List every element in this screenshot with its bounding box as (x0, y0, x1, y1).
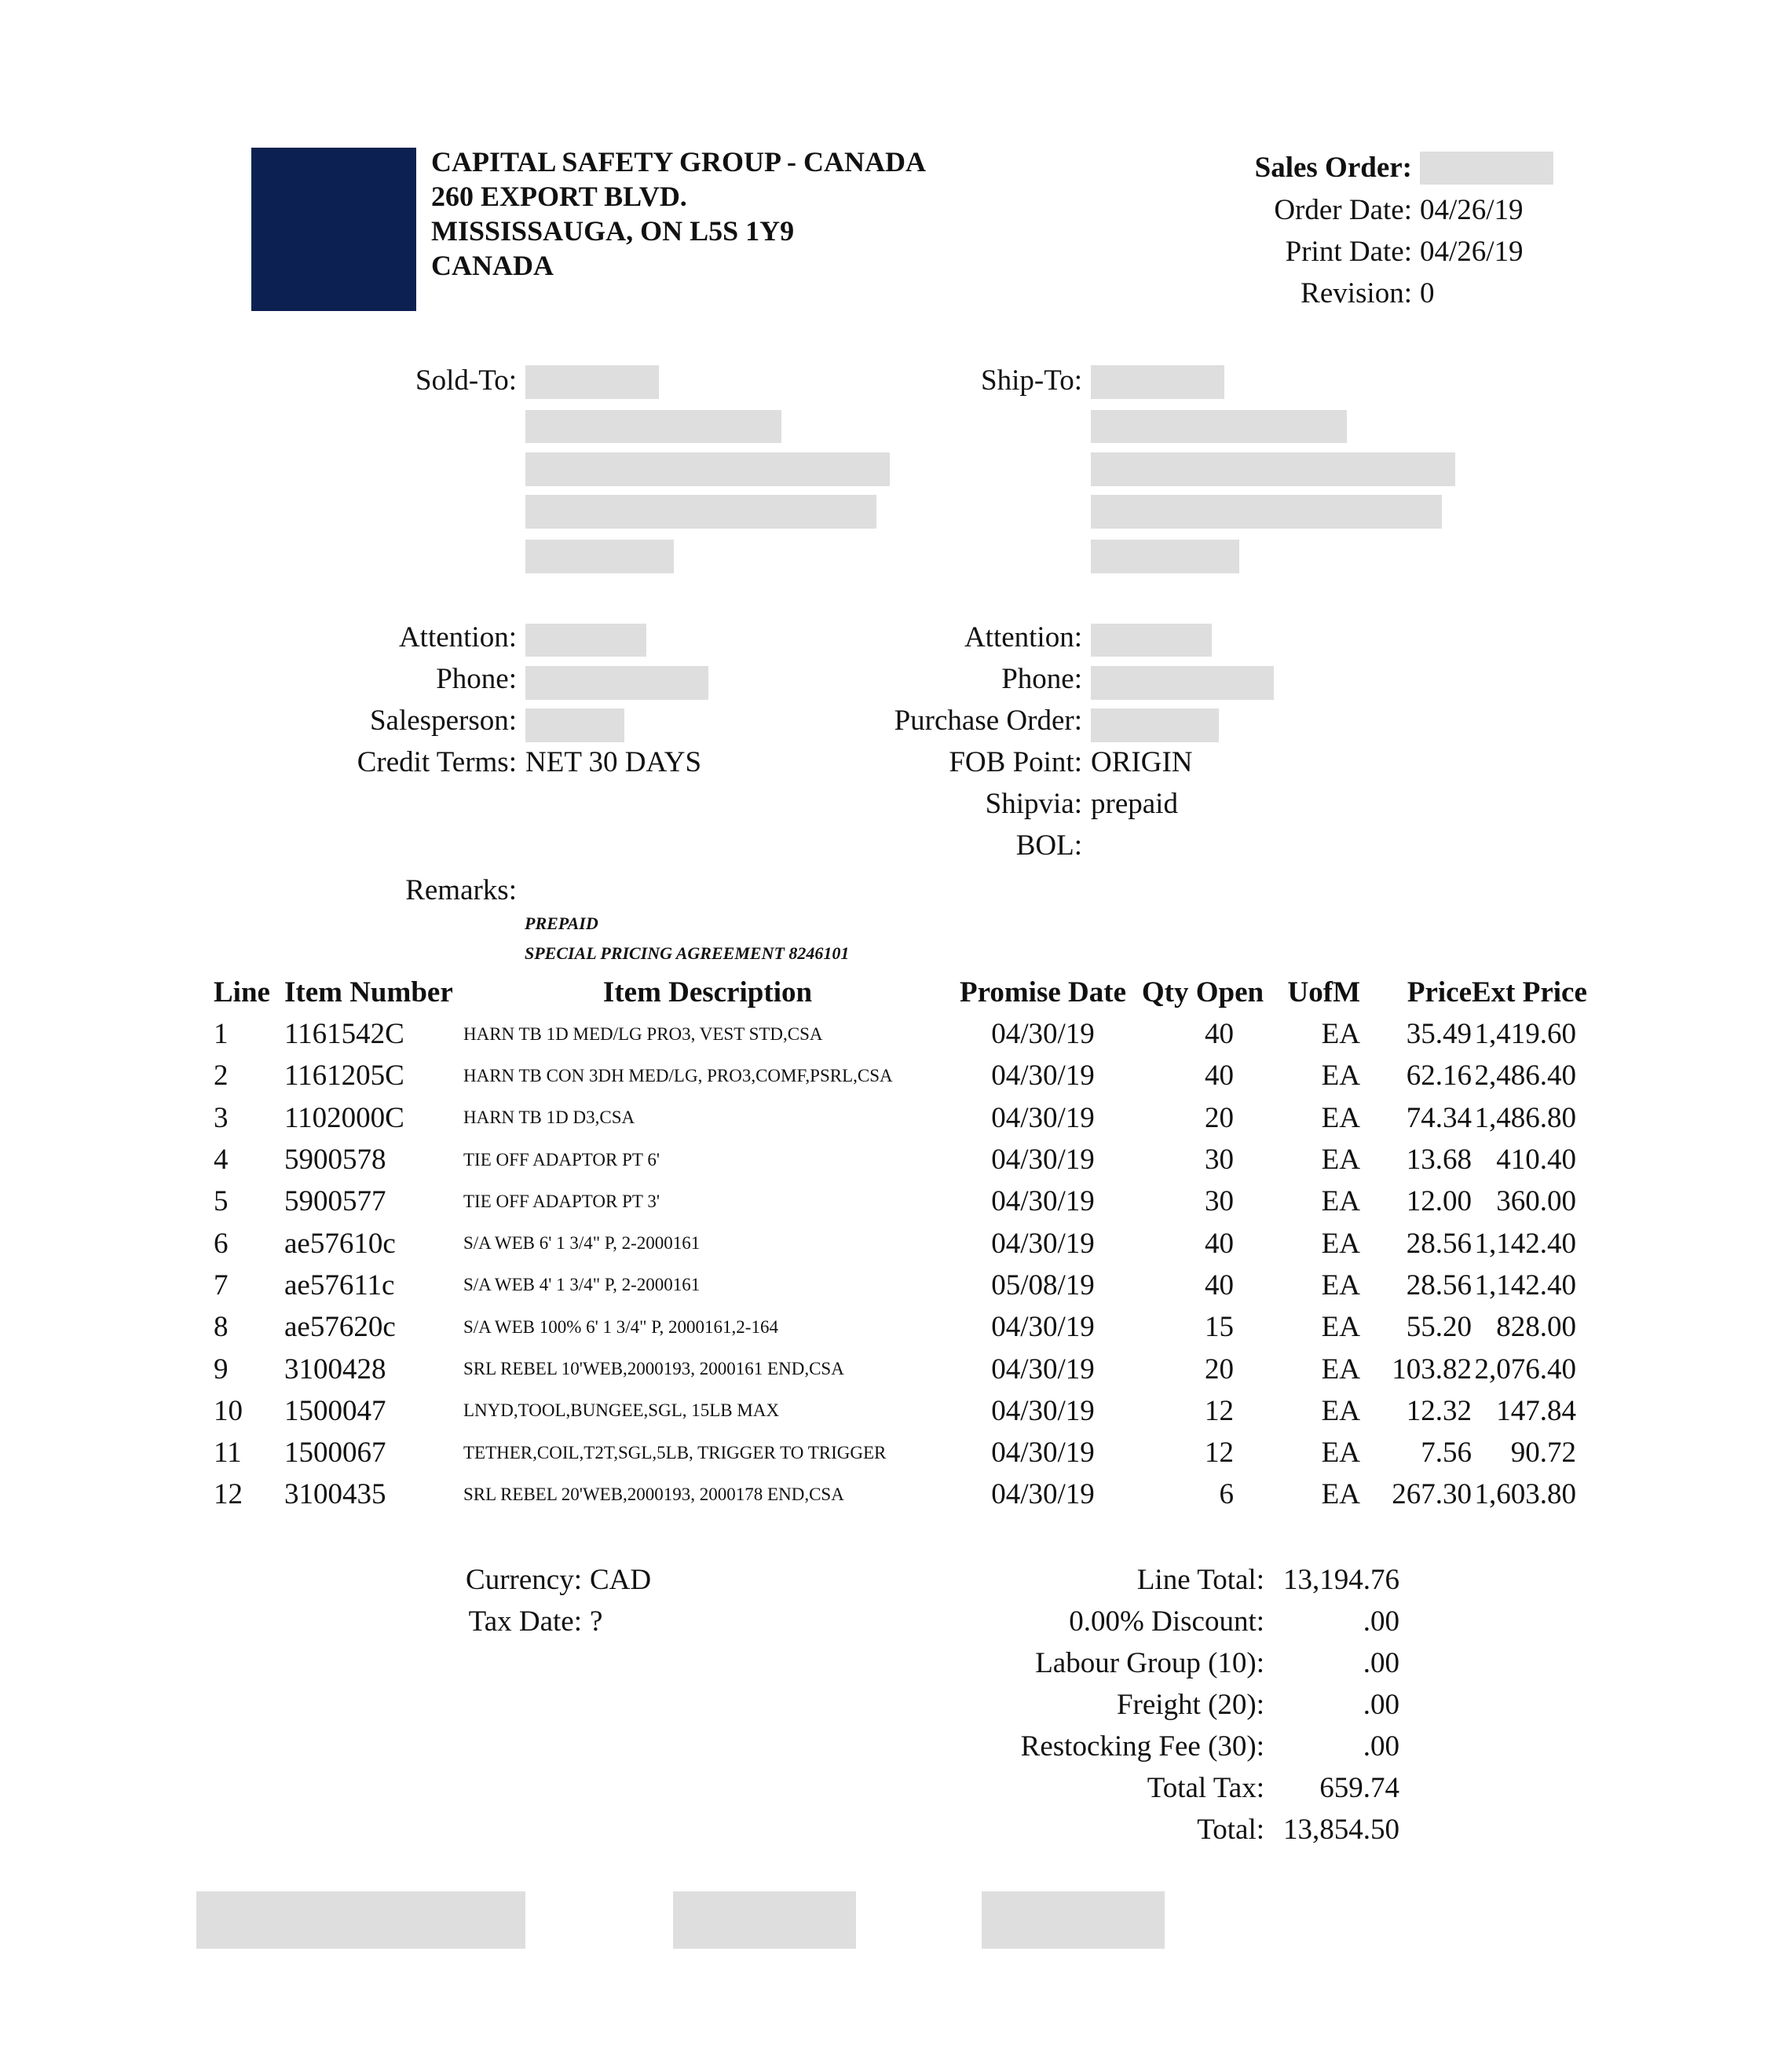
cell-price: 74.34 (1406, 1101, 1472, 1134)
cell-item-description: S/A WEB 100% 6' 1 3/4" P, 2000161,2-164 (463, 1316, 778, 1337)
cell-uofm: EA (1321, 1227, 1360, 1260)
cell-line: 1 (214, 1018, 229, 1051)
remarks-label: Remarks: (405, 874, 517, 906)
grand-total-label: Total: (1197, 1814, 1264, 1846)
cell-uofm: EA (1321, 1144, 1360, 1177)
phone-label: Phone: (436, 663, 517, 695)
cell-item-description: SRL REBEL 20'WEB,2000193, 2000178 END,CSA (463, 1484, 844, 1504)
cell-ext-price: 1,142.40 (1474, 1227, 1576, 1260)
ship-phone-redacted (1091, 666, 1274, 700)
ship-attention-label: Attention: (964, 621, 1082, 653)
cell-price: 28.56 (1406, 1227, 1472, 1260)
footer-redacted-1 (196, 1891, 525, 1949)
table-row (214, 1055, 1576, 1096)
cell-ext-price: 2,486.40 (1474, 1060, 1576, 1093)
sold-to-redacted-2 (525, 410, 781, 443)
cell-qty-open: 40 (1205, 1060, 1234, 1093)
cell-price: 103.82 (1392, 1353, 1472, 1386)
cell-promise-date: 04/30/19 (991, 1101, 1095, 1134)
cell-item-description: TIE OFF ADAPTOR PT 6' (463, 1149, 660, 1170)
line-total-label: Line Total: (1136, 1564, 1264, 1596)
col-header-item-description: Item Description (602, 976, 813, 1009)
currency-label: Currency: (466, 1564, 582, 1596)
order-date-label: Order Date: (1274, 194, 1412, 226)
company-country: CANADA (431, 250, 554, 281)
revision-label: Revision: (1301, 277, 1412, 309)
cell-line: 12 (214, 1478, 243, 1511)
cell-qty-open: 12 (1205, 1437, 1234, 1470)
cell-item-number: ae57610c (284, 1227, 396, 1260)
table-row (214, 1013, 1576, 1055)
cell-qty-open: 15 (1205, 1311, 1234, 1344)
cell-uofm: EA (1321, 1437, 1360, 1470)
sold-to-redacted-1 (525, 365, 659, 399)
col-header-qty-open: Qty Open (1141, 976, 1264, 1009)
cell-line: 7 (214, 1268, 229, 1301)
cell-ext-price: 1,486.80 (1474, 1101, 1576, 1134)
cell-ext-price: 147.84 (1496, 1394, 1576, 1427)
cell-uofm: EA (1321, 1478, 1360, 1511)
cell-uofm: EA (1321, 1394, 1360, 1427)
cell-line: 6 (214, 1227, 229, 1260)
ship-to-redacted-1 (1091, 365, 1224, 399)
cell-item-description: S/A WEB 6' 1 3/4" P, 2-2000161 (463, 1233, 701, 1254)
cell-promise-date: 04/30/19 (991, 1018, 1095, 1051)
cell-uofm: EA (1321, 1018, 1360, 1051)
revision-value: 0 (1420, 277, 1435, 309)
ship-to-redacted-5 (1091, 540, 1239, 573)
table-row (214, 1222, 1576, 1264)
salesperson-redacted (525, 708, 624, 742)
cell-promise-date: 04/30/19 (991, 1144, 1095, 1177)
cell-promise-date: 04/30/19 (991, 1353, 1095, 1386)
restocking-fee-value: .00 (1363, 1730, 1399, 1763)
cell-qty-open: 30 (1205, 1185, 1234, 1218)
ship-phone-label: Phone: (1001, 663, 1082, 695)
ship-attention-redacted (1091, 624, 1212, 657)
cell-price: 267.30 (1392, 1478, 1472, 1511)
cell-promise-date: 04/30/19 (991, 1437, 1095, 1470)
sold-to-redacted-5 (525, 540, 674, 573)
table-row (214, 1432, 1576, 1473)
col-header-ext-price: Ext Price (1472, 976, 1587, 1009)
cell-price: 7.56 (1421, 1437, 1472, 1470)
cell-qty-open: 40 (1205, 1227, 1234, 1260)
purchase-order-redacted (1091, 708, 1219, 742)
cell-price: 28.56 (1406, 1268, 1472, 1301)
company-address-line2: MISSISSAUGA, ON L5S 1Y9 (431, 215, 795, 247)
line-items-table (214, 971, 1587, 1516)
table-row (214, 1473, 1576, 1515)
cell-qty-open: 40 (1205, 1018, 1234, 1051)
ship-to-redacted-2 (1091, 410, 1347, 443)
col-header-line: Line (214, 976, 270, 1009)
labour-group-label: Labour Group (10): (1035, 1647, 1264, 1679)
purchase-order-label: Purchase Order: (894, 705, 1082, 737)
cell-price: 55.20 (1406, 1311, 1472, 1344)
cell-qty-open: 12 (1205, 1394, 1234, 1427)
cell-item-number: 3100435 (284, 1478, 386, 1511)
remark-line-2: SPECIAL PRICING AGREEMENT 8246101 (525, 943, 850, 963)
salesperson-label: Salesperson: (369, 705, 517, 737)
cell-item-number: 1500067 (284, 1437, 386, 1470)
cell-uofm: EA (1321, 1060, 1360, 1093)
print-date-label: Print Date: (1285, 236, 1412, 268)
cell-promise-date: 04/30/19 (991, 1060, 1095, 1093)
cell-ext-price: 828.00 (1496, 1311, 1576, 1344)
credit-terms-label: Credit Terms: (357, 746, 517, 778)
table-row (214, 1265, 1576, 1306)
currency-value: CAD (590, 1564, 652, 1596)
table-row (214, 1306, 1576, 1348)
cell-item-number: 3100428 (284, 1353, 386, 1386)
sold-to-redacted-3 (525, 452, 890, 486)
cell-item-description: HARN TB 1D MED/LG PRO3, VEST STD,CSA (463, 1023, 823, 1044)
col-header-promise-date: Promise Date (960, 976, 1126, 1009)
freight-label: Freight (20): (1116, 1689, 1264, 1721)
cell-price: 13.68 (1406, 1144, 1472, 1177)
cell-qty-open: 6 (1219, 1478, 1234, 1511)
cell-item-number: ae57620c (284, 1311, 396, 1344)
total-tax-label: Total Tax: (1147, 1772, 1264, 1804)
cell-line: 3 (214, 1101, 229, 1134)
print-date-value: 04/26/19 (1420, 236, 1524, 268)
cell-qty-open: 20 (1205, 1353, 1234, 1386)
cell-line: 8 (214, 1311, 229, 1344)
col-header-uofm: UofM (1287, 976, 1360, 1009)
total-tax-value: 659.74 (1319, 1772, 1399, 1804)
col-header-item-number: Item Number (284, 976, 453, 1009)
cell-item-number: 1500047 (284, 1394, 386, 1427)
sold-to-redacted-4 (525, 495, 876, 529)
table-header-row (214, 971, 1576, 1013)
cell-ext-price: 410.40 (1496, 1144, 1576, 1177)
cell-line: 4 (214, 1144, 229, 1177)
phone-redacted (525, 666, 708, 700)
table-row (214, 1097, 1576, 1139)
table-row (214, 1181, 1576, 1222)
line-total-value: 13,194.76 (1283, 1564, 1399, 1596)
order-date-value: 04/26/19 (1420, 194, 1524, 226)
cell-item-number: 5900578 (284, 1144, 386, 1177)
cell-item-number: 5900577 (284, 1185, 386, 1218)
col-header-price: Price (1407, 976, 1472, 1009)
table-row (214, 1139, 1576, 1181)
cell-qty-open: 20 (1205, 1101, 1234, 1134)
attention-redacted (525, 624, 646, 657)
cell-promise-date: 04/30/19 (991, 1478, 1095, 1511)
cell-item-number: ae57611c (284, 1268, 395, 1301)
cell-uofm: EA (1321, 1101, 1360, 1134)
footer-redacted-2 (673, 1891, 856, 1949)
cell-ext-price: 90.72 (1510, 1437, 1576, 1470)
cell-price: 12.00 (1406, 1185, 1472, 1218)
sales-order-redacted (1420, 152, 1553, 185)
cell-price: 12.32 (1406, 1394, 1472, 1427)
cell-price: 35.49 (1406, 1018, 1472, 1051)
company-name: CAPITAL SAFETY GROUP - CANADA (431, 146, 927, 178)
fob-point-label: FOB Point: (949, 746, 1082, 778)
footer-redacted-3 (982, 1891, 1165, 1949)
sold-to-label: Sold-To: (415, 364, 517, 397)
tax-date-value: ? (590, 1605, 603, 1638)
bol-label: BOL: (1015, 829, 1082, 862)
company-address-block (431, 145, 926, 283)
cell-promise-date: 04/30/19 (991, 1227, 1095, 1260)
cell-line: 2 (214, 1060, 229, 1093)
cell-item-number: 1161205C (284, 1060, 404, 1093)
cell-price: 62.16 (1406, 1060, 1472, 1093)
company-address-line1: 260 EXPORT BLVD. (431, 181, 687, 212)
cell-uofm: EA (1321, 1353, 1360, 1386)
cell-item-number: 1102000C (284, 1101, 404, 1134)
cell-line: 11 (214, 1437, 242, 1470)
cell-item-description: SRL REBEL 10'WEB,2000193, 2000161 END,CSA (463, 1359, 844, 1379)
table-row (214, 1390, 1576, 1432)
cell-item-description: TETHER,COIL,T2T,SGL,5LB, TRIGGER TO TRIGGER (463, 1442, 887, 1462)
cell-promise-date: 04/30/19 (991, 1185, 1095, 1218)
cell-line: 5 (214, 1185, 229, 1218)
attention-label: Attention: (398, 621, 517, 653)
credit-terms-value: NET 30 DAYS (525, 746, 702, 778)
company-logo (251, 148, 416, 311)
cell-qty-open: 30 (1205, 1144, 1234, 1177)
cell-promise-date: 04/30/19 (991, 1311, 1095, 1344)
remark-line-1: PREPAID (525, 913, 598, 933)
cell-item-description: HARN TB 1D D3,CSA (463, 1107, 635, 1128)
cell-ext-price: 1,603.80 (1474, 1478, 1576, 1511)
shipvia-label: Shipvia: (985, 788, 1082, 820)
ship-to-redacted-3 (1091, 452, 1455, 486)
cell-promise-date: 04/30/19 (991, 1394, 1095, 1427)
table-row (214, 1348, 1576, 1389)
ship-to-redacted-4 (1091, 495, 1442, 529)
cell-item-description: TIE OFF ADAPTOR PT 3' (463, 1191, 660, 1211)
cell-item-description: LNYD,TOOL,BUNGEE,SGL, 15LB MAX (463, 1400, 780, 1421)
cell-line: 10 (214, 1394, 243, 1427)
cell-uofm: EA (1321, 1311, 1360, 1344)
cell-ext-price: 360.00 (1496, 1185, 1576, 1218)
cell-ext-price: 1,419.60 (1474, 1018, 1576, 1051)
cell-promise-date: 05/08/19 (991, 1268, 1095, 1301)
tax-date-label: Tax Date: (468, 1605, 582, 1638)
cell-item-description: HARN TB CON 3DH MED/LG, PRO3,COMF,PSRL,CSA (463, 1065, 893, 1085)
labour-group-value: .00 (1363, 1647, 1399, 1679)
ship-to-label: Ship-To: (981, 364, 1082, 397)
cell-ext-price: 1,142.40 (1474, 1268, 1576, 1301)
grand-total-value: 13,854.50 (1283, 1814, 1399, 1846)
restocking-fee-label: Restocking Fee (30): (1020, 1730, 1264, 1763)
shipvia-value: prepaid (1091, 788, 1178, 820)
fob-point-value: ORIGIN (1091, 746, 1193, 778)
cell-uofm: EA (1321, 1185, 1360, 1218)
cell-item-number: 1161542C (284, 1018, 404, 1051)
cell-qty-open: 40 (1205, 1268, 1234, 1301)
freight-value: .00 (1363, 1689, 1399, 1721)
discount-label: 0.00% Discount: (1069, 1605, 1264, 1638)
sales-order-label: Sales Order: (1254, 152, 1412, 184)
cell-uofm: EA (1321, 1268, 1360, 1301)
cell-line: 9 (214, 1353, 229, 1386)
cell-ext-price: 2,076.40 (1474, 1353, 1576, 1386)
discount-value: .00 (1363, 1605, 1399, 1638)
cell-item-description: S/A WEB 4' 1 3/4" P, 2-2000161 (463, 1275, 701, 1295)
